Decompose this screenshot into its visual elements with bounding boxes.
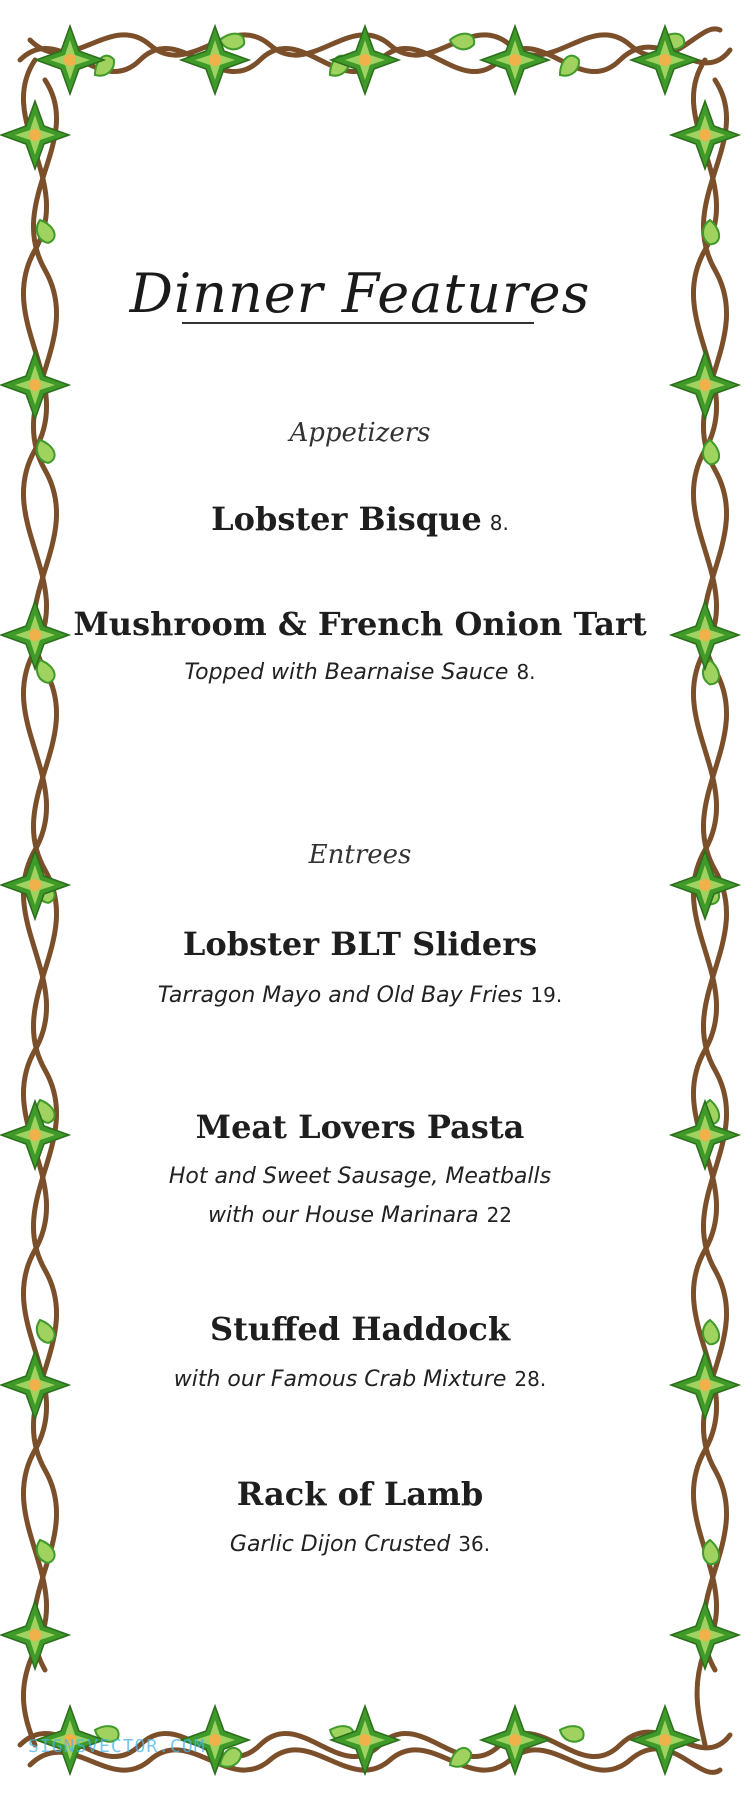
menu-title: Dinner Features xyxy=(129,262,591,325)
item-price: 28. xyxy=(514,1367,547,1391)
item-price: 8. xyxy=(516,660,536,684)
desc-text: with our Famous Crab Mixture xyxy=(173,1367,507,1392)
item-name: Lobster Bisque xyxy=(211,500,482,538)
item-description-line2 xyxy=(0,1198,720,1233)
watermark: SIGNSVECTOR.COM xyxy=(28,1736,206,1757)
item-meat-lovers-pasta: Meat Lovers Pasta xyxy=(195,1108,525,1146)
section-entrees: Entrees xyxy=(308,840,412,870)
item-stuffed-haddock: Stuffed Haddock xyxy=(209,1310,510,1348)
item-lobster-blt: Lobster BLT Sliders xyxy=(182,925,538,963)
item-mushroom-tart: Mushroom & French Onion Tart xyxy=(73,605,647,643)
item-description xyxy=(0,1527,720,1562)
item-description xyxy=(0,655,720,690)
item-price: 19. xyxy=(530,983,563,1007)
desc-text: Tarragon Mayo and Old Bay Fries xyxy=(157,983,523,1008)
item-description xyxy=(0,978,720,1013)
section-appetizers: Appetizers xyxy=(289,418,431,448)
desc-text: Topped with Bearnaise Sauce xyxy=(184,660,509,685)
item-price: 22 xyxy=(486,1203,513,1227)
item-description-line1: Hot and Sweet Sausage, Meatballs xyxy=(168,1164,552,1189)
item-rack-of-lamb: Rack of Lamb xyxy=(236,1475,484,1513)
item-price: 8. xyxy=(489,511,509,535)
title-underline xyxy=(182,322,534,324)
item-price: 36. xyxy=(458,1532,491,1556)
item-description xyxy=(0,1362,720,1397)
desc-text: Garlic Dijon Crusted xyxy=(229,1532,451,1557)
item-lobster-bisque xyxy=(0,500,720,538)
desc-text: with our House Marinara xyxy=(207,1203,479,1228)
